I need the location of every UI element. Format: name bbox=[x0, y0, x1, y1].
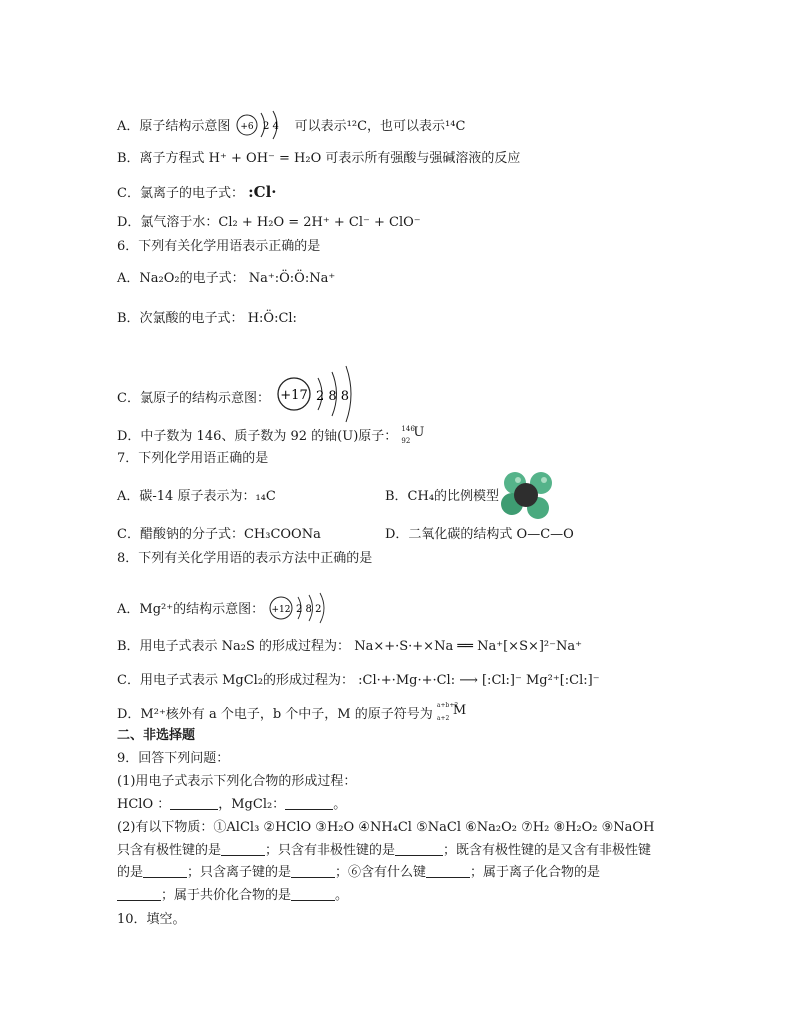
q10-stem: 10．填空。 bbox=[117, 912, 186, 927]
q9-nonpolar-only-blank[interactable] bbox=[395, 843, 443, 856]
q8-m-element: M bbox=[452, 703, 467, 718]
q7-option-a: A．碳-14 原子表示为：₁₄C bbox=[117, 489, 276, 504]
q7-option-b bbox=[385, 488, 499, 506]
q8-na2s-formation-process: Na×+·S·+×Na ══ Na⁺[×S×]²⁻Na⁺ bbox=[354, 639, 582, 654]
q9-part2-line1 bbox=[117, 842, 651, 860]
q5-option-d: D．氯气溶于水：Cl₂ + H₂O = 2H⁺ + Cl⁻ + ClO⁻ bbox=[117, 215, 421, 230]
q8-diagram-nucleus: +12 bbox=[271, 605, 291, 615]
q5-option-a bbox=[117, 110, 465, 140]
q9-ionic-compound-blank[interactable] bbox=[117, 888, 161, 901]
q8-option-c bbox=[117, 672, 600, 690]
q5-option-a-text: A．原子结构示意图 bbox=[117, 119, 231, 134]
q8-m-atom-symbol bbox=[437, 702, 467, 720]
q8-option-b bbox=[117, 638, 582, 656]
q9-mgcl2-blank[interactable] bbox=[285, 797, 333, 810]
q6-uranium-symbol bbox=[401, 424, 427, 445]
q6-option-d bbox=[117, 424, 427, 446]
q5-option-b: B．离子方程式 H⁺ + OH⁻ = H₂O 可表示所有强酸与强碱溶液的反应 bbox=[117, 151, 521, 166]
q7-option-d: D．二氧化碳的结构式 O—C—O bbox=[385, 527, 574, 542]
q9-part1-answer-line bbox=[117, 796, 346, 814]
q8-option-c-text: C．用电子式表示 MgCl₂的形成过程为： bbox=[117, 673, 355, 688]
q9-final-period: 。 bbox=[335, 888, 349, 903]
q9-ionic-compound-label: ；属于离子化合物的是 bbox=[470, 865, 601, 880]
q9-covalent-compound-label: ；属于共价化合物的是 bbox=[161, 888, 292, 903]
q6-option-d-text: D．中子数为 146、质子数为 92 的铀(U)原子： bbox=[117, 429, 398, 444]
q6-option-a-text: A．Na₂O₂的电子式： bbox=[117, 271, 245, 286]
q6-uranium-atomic: 92 bbox=[401, 437, 411, 445]
q5-chloride-electron-formula: :Cl· bbox=[248, 183, 277, 201]
q7-option-b-text: B．CH₄的比例模型 bbox=[385, 489, 500, 504]
q7-stem: 7．下列化学用语正确的是 bbox=[117, 451, 269, 466]
q6-diagram-shells: 2 8 8 bbox=[316, 389, 350, 404]
q9-polar-only-blank[interactable] bbox=[221, 843, 265, 856]
q9-na2o2-bond-label: ；⑥含有什么键 bbox=[335, 865, 427, 880]
q5-option-a-suffix: 可以表示¹²C，也可以表示¹⁴C bbox=[294, 119, 466, 134]
q8-m-mass: a+b+2 bbox=[436, 702, 459, 709]
q6-option-c bbox=[117, 364, 364, 424]
q9-both-bonds-blank[interactable] bbox=[143, 865, 187, 878]
q9-hclo-blank[interactable] bbox=[170, 797, 218, 810]
q7-ch4-space-filling-model bbox=[498, 470, 558, 522]
q5-diagram-nucleus: +6 bbox=[239, 122, 254, 132]
q9-both-bonds-suffix: 的是 bbox=[117, 865, 144, 880]
q9-ionic-only-blank[interactable] bbox=[291, 865, 335, 878]
q9-part2: (2)有以下物质：①AlCl₃ ②HClO ③H₂O ④NH₄Cl ⑤NaCl ⑥Na₂O₂ ⑦H₂ ⑧H₂O₂ ⑨NaOH bbox=[117, 820, 655, 835]
q8-option-b-text: B．用电子式表示 Na₂S 的形成过程为： bbox=[117, 639, 351, 654]
q8-stem: 8．下列有关化学用语的表示方法中正确的是 bbox=[117, 551, 373, 566]
q9-na2o2-bond-blank[interactable] bbox=[426, 865, 470, 878]
q8-option-a bbox=[117, 592, 338, 624]
q9-stem: 9．回答下列问题： bbox=[117, 751, 230, 766]
q6-uranium-element: U bbox=[413, 425, 425, 440]
q9-part2-line3 bbox=[117, 887, 348, 905]
q7-option-c: C．醋酸钠的分子式：CH₃COONa bbox=[117, 527, 321, 542]
q6-chlorine-atomic-structure-diagram bbox=[274, 364, 364, 424]
q9-polar-only-label: 只含有极性键的是 bbox=[117, 843, 222, 858]
q9-period: 。 bbox=[333, 797, 347, 812]
q6-option-a bbox=[117, 270, 335, 288]
q9-hclo-label: HClO ： bbox=[117, 797, 171, 812]
q8-mg2-structure-diagram bbox=[268, 592, 338, 624]
q9-part2-line2 bbox=[117, 864, 600, 882]
q6-option-b bbox=[117, 310, 297, 328]
q6-option-c-text: C．氯原子的结构示意图： bbox=[117, 391, 270, 406]
q9-part1: (1)用电子式表示下列化合物的形成过程： bbox=[117, 774, 357, 789]
q8-m-atomic: a+2 bbox=[436, 715, 450, 722]
q9-mgcl2-label: ，MgCl₂： bbox=[218, 797, 286, 812]
q5-option-c bbox=[117, 183, 277, 203]
q5-carbon-atomic-structure-diagram bbox=[235, 110, 291, 140]
q8-option-d bbox=[117, 702, 467, 724]
q8-mgcl2-formation-process: :Cl·+·Mg·+·Cl: ⟶ [:Cl:]⁻ Mg²⁺[:Cl:]⁻ bbox=[358, 673, 600, 688]
q6-na2o2-electron-formula: Na⁺:Ö:Ö:Na⁺ bbox=[248, 271, 336, 286]
q8-option-a-text: A．Mg²⁺的结构示意图： bbox=[117, 602, 265, 617]
q8-option-d-text: D．M²⁺核外有 a 个电子，b 个中子，M 的原子符号为 bbox=[117, 707, 433, 722]
q8-diagram-shells: 2 8 2 bbox=[296, 604, 322, 615]
q6-diagram-nucleus: +17 bbox=[280, 388, 308, 403]
q9-ionic-only-label: ；只含离子键的是 bbox=[187, 865, 292, 880]
q6-stem: 6．下列有关化学用语表示正确的是 bbox=[117, 239, 321, 254]
q5-diagram-shells: 2 4 bbox=[262, 121, 279, 132]
q6-uranium-mass: 146 bbox=[401, 425, 415, 433]
q6-option-b-text: B．次氯酸的电子式： bbox=[117, 311, 244, 326]
q5-option-c-text: C．氯离子的电子式： bbox=[117, 186, 244, 201]
q6-hclo-electron-formula: H:Ö:Cl: bbox=[247, 311, 297, 326]
q9-covalent-compound-blank[interactable] bbox=[291, 888, 335, 901]
q9-both-bonds-label: ；既含有极性键的是又含有非极性键 bbox=[443, 843, 652, 858]
q9-nonpolar-only-label: ；只含有非极性键的是 bbox=[265, 843, 396, 858]
section-nonchoice-heading: 二、非选择题 bbox=[117, 728, 196, 743]
